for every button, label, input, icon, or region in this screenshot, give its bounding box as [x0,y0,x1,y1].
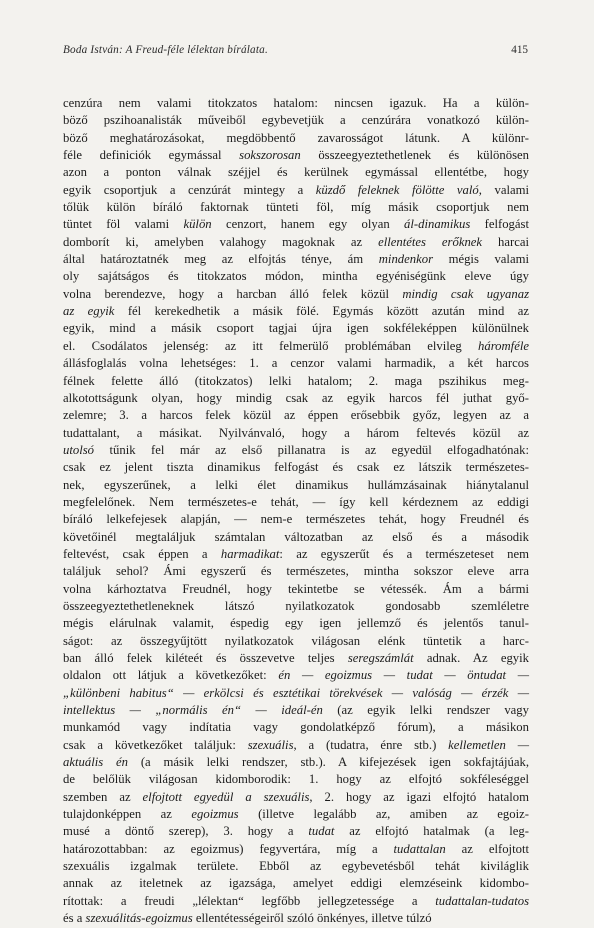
text-line: által határoztatnék meg az elfojtás ténye, ám mindenkor mégis valami [63,252,529,267]
text-line: intellektus — „normális én“ — ideál-én (az egyik lelki rendszer vagy [63,703,529,718]
text-line: határozottabban: az egoizmus) fegyvertára, míg a tudattalan az elfojtott [63,841,529,856]
text-line: alkotottságunk olyan, hogy mindig csak az egyik harcos fél juthat győ- [63,390,529,405]
text-line: csak ez jelent tiszta dinamikus felfogást és csak ez látszik természetes- [63,460,529,475]
text-line: annak az iteletnek az igazsága, amelyet eddigi elemzéseink kidombo- [63,876,529,891]
text-line: az egyik fél kerekedhetik a másik fölé. Egymás között azután mind az [63,304,530,319]
text-line: munkamód vagy indítatia vagy gondolatképző fórum), a másikon [63,720,529,735]
text-line: utolsó tűnik fel már az első pillanatra is az egyedül elfogadhatónak: [63,442,529,457]
running-title: Boda István: A Freud-féle lélektan bírálata. [63,44,268,56]
text-line: azon a ponton válnak széjjel és kerülnek egymással ellentétbe, hogy [63,165,529,180]
text-line: el. Csodálatos jelenség: az itt felmerülő problémában elvileg háromféle [63,338,529,353]
text-line: féle definiciók egymással sokszorosan összeegyeztethetlenek és különösen [63,148,529,163]
text-line: de belőlük világosan kidomborodik: 1. hogy az elfojtó sokféleséggel [63,772,529,787]
text-line: tulajdonképpen az egoizmus (illetve legalább az, amiben az egoiz- [63,807,529,822]
text-line: mégis elárulnak valamit, éspedig egy igen jellemző és jelentős tanul- [63,616,529,631]
text-line: találjuk sehol? Ámi egyszerű és természetes, mintha sokszor eleve arra [63,564,529,579]
text-line: oldalon ott látjuk a következőket: én — egoizmus — tudat — öntudat — [63,668,529,683]
text-line: állásfoglalás volna lehetséges: 1. a cenzor valami harmadik, a két harcos [63,356,529,371]
text-line: megfelelőnek. Nem természetes-e tehát, — így kell kérdeznem az eddigi [63,494,529,509]
text-line: szexuális izgalmak területe. Ebből az egybevetésből tehát kiviláglik [63,859,529,874]
text-line: tőlük külön bíráló faktornak tünteti föl, míg másik csoportjuk nem [63,200,529,215]
text-line: aktuális én (a másik lelki rendszer, stb.). A kifejezések igen sokfajtájúak, [63,755,529,770]
text-line: böző pszihoanalisták műveiből egybevetjük a cenzúrára vonatkozó külön- [63,113,529,128]
text-line: tudattalant, a másikat. Nyilvánvaló, hogy a három feltevés közül az [63,425,529,440]
text-line: zelemre; 3. a harcos felek közül az éppen erősebbik győz, legyen az a [63,408,529,423]
text-line: egyik, mind a másik csoport tagjai újra igen sokféleképpen különülnek [63,321,529,336]
text-line: összeegyeztethetleneknek látszó nyilatkozatok gondosabb szemléletre [63,598,529,613]
page-header [63,44,528,64]
text-line: oly sajátságos és titokzatos módon, mintha egyéniségünk eleve úgy [63,269,529,284]
text-line: „különbeni habitus“ — erkölcsi és esztétikai törekvések — valóság — érzék — [63,685,529,700]
text-line: rítottak: a freudi „lélektan“ legfőbb jellegzetessége a tudattalan-tudatos [63,893,529,908]
text-line: bíráló lelkefejesek alapján, — nem-e természetes tehát, hogy Freudnél és [63,512,529,527]
text-line: feltevést, csak éppen a harmadikat: az egyszerűt és a természeteset nem [63,546,529,561]
text-line: böző meghatározásokat, megdöbbentő zavarosságot látunk. A különr- [63,130,529,145]
text-line: volna berendezve, hogy a harcban álló felek közül mindig csak ugyanaz [63,286,530,301]
text-line: félnek felette álló (titokzatos) lelki hatalom; 2. maga pszihikus meg- [63,373,529,388]
text-line: csak a következőket találjuk: szexuális, a (tudatra, énre stb.) kellemetlen — [63,737,529,752]
text-line: szemben az elfojtott egyedül a szexuális, 2. hogy az igazi elfojtó hatalom [63,789,529,804]
text-line: cenzúra nem valami titokzatos hatalom: nincsen igazuk. Ha a külön- [63,96,529,110]
text-line: és a szexuálitás-egoizmus ellentétességeiről szóló önkényes, illetve túlzó [63,911,432,926]
page-number: 415 [511,44,528,56]
text-line: musé a döntő szerep), 3. hogy a tudat az elfojtó hatalmak (a leg- [63,824,529,839]
text-line: követőinél megtaláljuk számtalan változatban az első és a második [63,529,529,544]
text-line: tüntet föl valami külön cenzort, hanem egy olyan ál-dinamikus felfogást [63,217,529,232]
text-line: volna kárhoztatva Freudnél, hogy tekintetbe se vétessék. Ám a bármi [63,581,529,596]
text-line: ban álló felek kiléteét és összevetve teljes seregszámlát adnak. Az egyik [63,651,530,665]
text-line: ságot: az összegyűjtött nyilatkozatok világosan elénk tüntetik a harc- [63,633,529,648]
text-line: nek, egyszerűnek, a lelki élet dinamikus hullámzásainak hiánytalanul [63,477,529,492]
body-text [63,95,529,928]
text-line: domborít ki, amelyben valahogy magoknak az ellentétes erőknek harcai [63,234,529,249]
text-line: egyik csoportjuk a cenzúrát mintegy a küzdő feleknek fölötte való, valami [63,182,529,197]
